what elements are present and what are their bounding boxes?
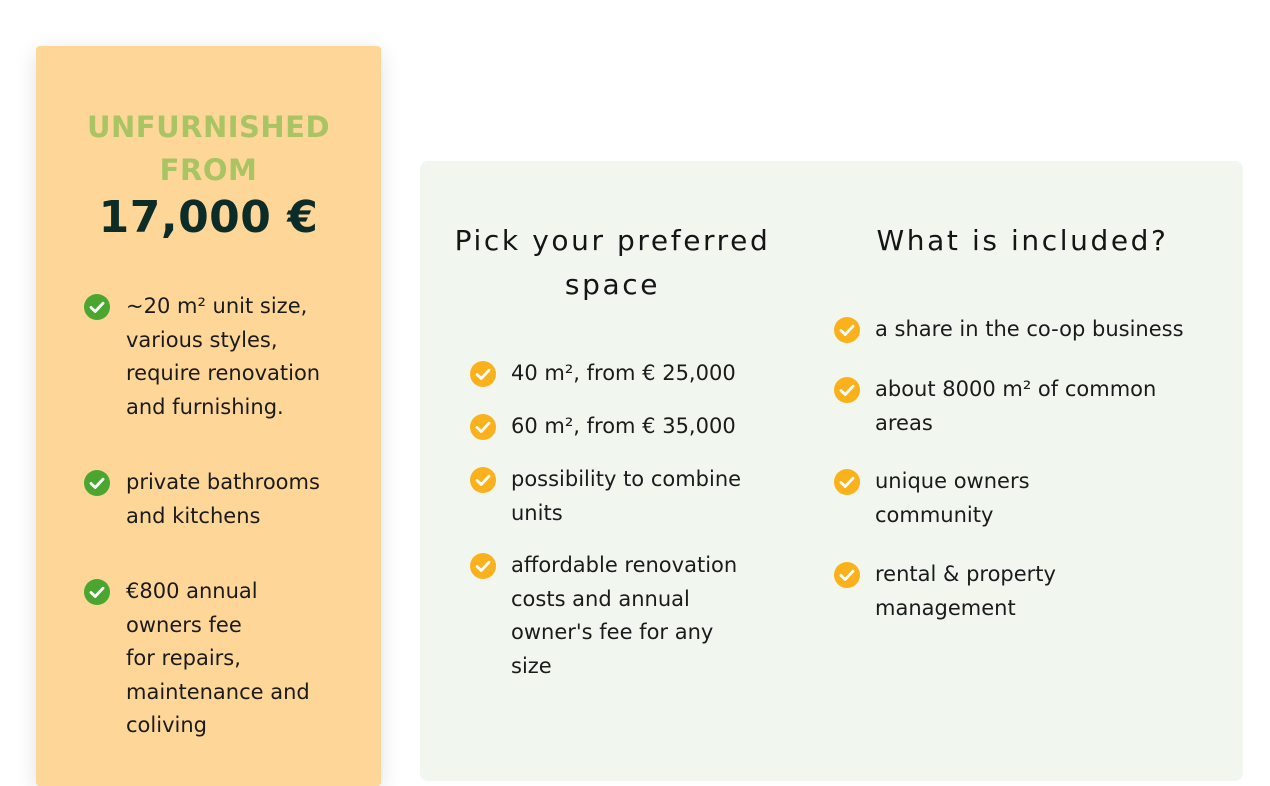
green-check-icon <box>84 579 110 605</box>
included-item-text: rental & property management <box>875 562 1056 620</box>
included-column-title: What is included? <box>876 224 1169 257</box>
card-feature-text: €800 annual owners fee for repairs, maintenance and coliving <box>126 579 310 737</box>
green-check-icon <box>84 470 110 496</box>
space-option-text: possibility to combine units <box>511 467 742 525</box>
card-heading-line1: UNFURNISHED <box>86 110 331 144</box>
orange-check-icon <box>834 562 860 588</box>
included-item-text: about 8000 m² of common areas <box>875 377 1157 435</box>
orange-check-icon <box>470 467 496 493</box>
space-option-text: 60 m², from € 35,000 <box>511 414 736 438</box>
orange-check-icon <box>470 553 496 579</box>
space-option-text: affordable renovation costs and annual owner's fee for any size <box>511 553 738 678</box>
orange-check-icon <box>470 414 496 440</box>
space-option-text: 40 m², from € 25,000 <box>511 361 736 385</box>
green-check-icon <box>84 294 110 320</box>
included-item-text: a share in the co-op business <box>875 317 1184 341</box>
pricing-card <box>36 46 381 786</box>
orange-check-icon <box>834 469 860 495</box>
space-title-line2: space <box>564 268 661 301</box>
included-item-text: unique owners community <box>875 469 1030 527</box>
card-feature-text: private bathrooms and kitchens <box>126 470 320 528</box>
card-heading <box>36 106 381 192</box>
card-heading-line2: FROM <box>159 153 258 187</box>
space-title-line1: Pick your preferred <box>454 224 771 257</box>
card-price: 17,000 € <box>98 192 319 243</box>
orange-check-icon <box>834 377 860 403</box>
details-panel <box>420 161 1243 781</box>
orange-check-icon <box>470 361 496 387</box>
card-feature-text: ~20 m² unit size, various styles, require renovation and furnishing. <box>126 294 321 419</box>
space-column-title <box>440 219 785 307</box>
orange-check-icon <box>834 317 860 343</box>
